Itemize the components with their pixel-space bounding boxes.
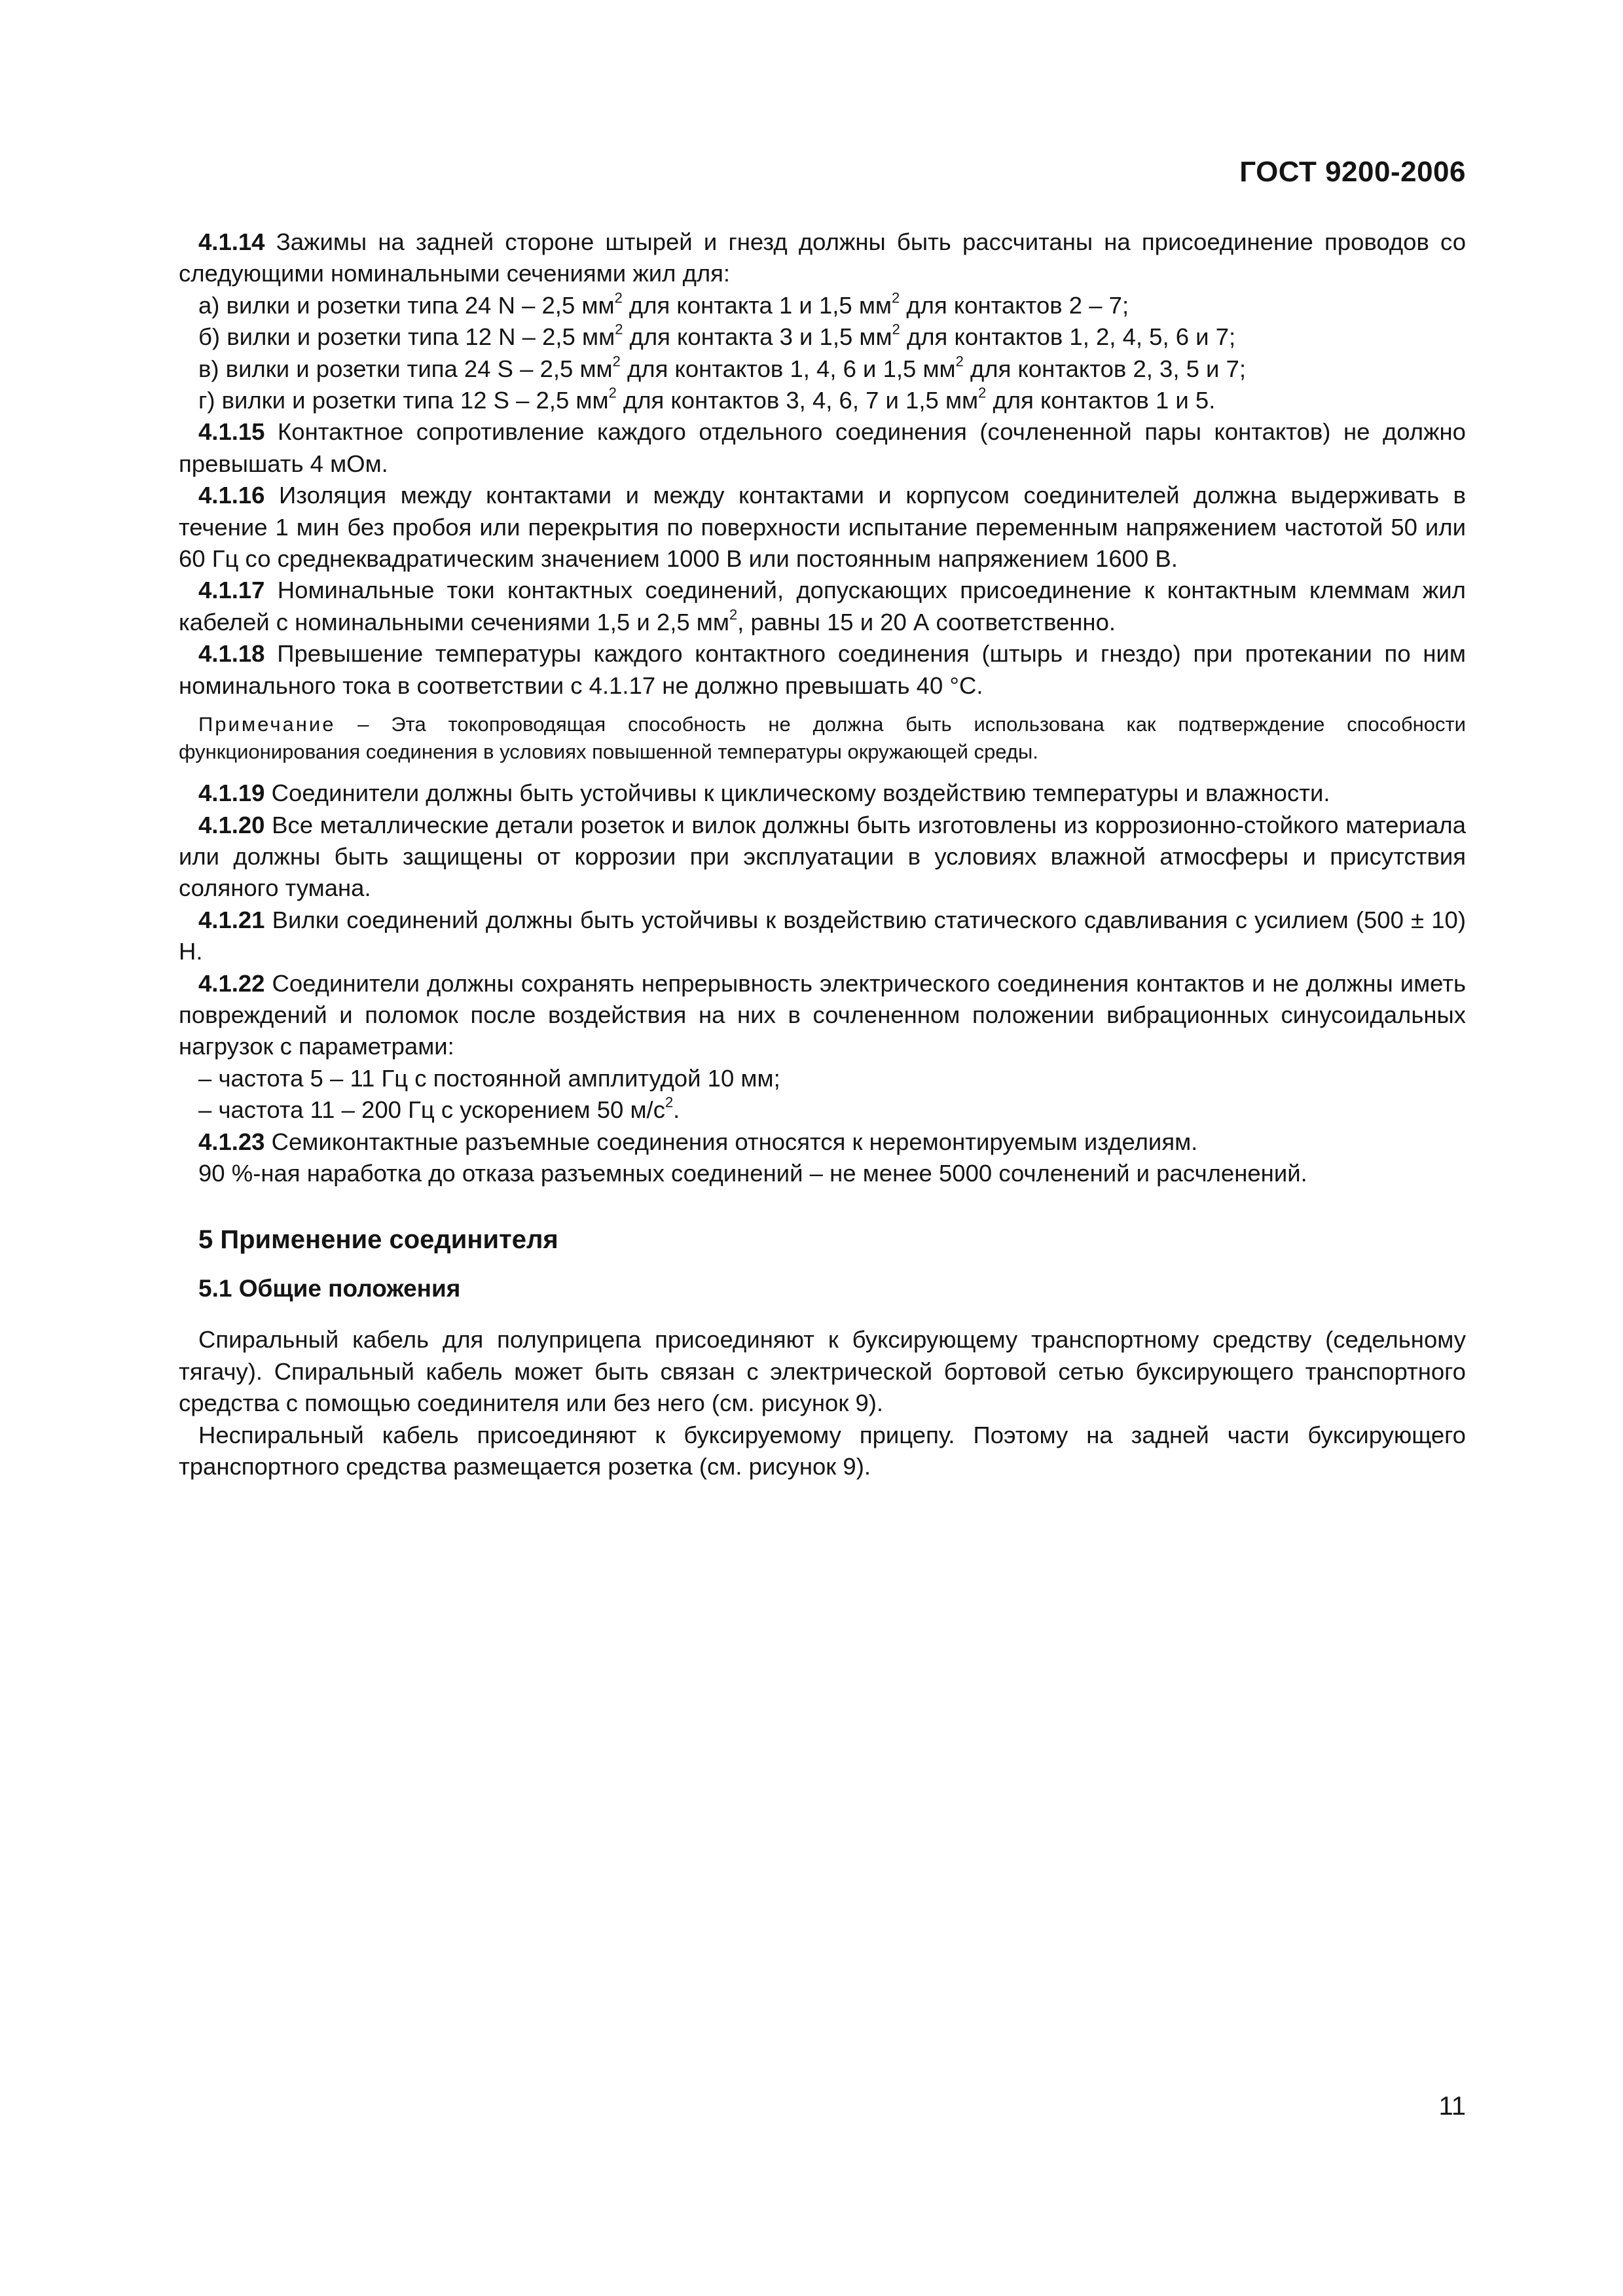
clause-number: 4.1.17	[198, 577, 265, 604]
note-label: Примечание	[198, 713, 336, 736]
section-paragraph-2: Неспиральный кабель присоединяют к буксируемому прицепу. Поэтому на задней части буксирующего транспортного средства размещается розетка (см. рисунок 9).	[179, 1421, 1466, 1480]
clause-number: 4.1.20	[198, 811, 265, 838]
clause-number: 4.1.23	[198, 1128, 265, 1155]
clause-4-1-18	[179, 638, 1466, 702]
clause-number: 4.1.18	[198, 640, 265, 668]
clause-4-1-14	[179, 226, 1466, 290]
dash-item-2: – частота 11 – 200 Гц с ускорением 50 $м/с^2$.	[198, 1094, 680, 1124]
note	[179, 711, 1466, 766]
subsection-heading: 5.1 Общие положения	[198, 1275, 461, 1302]
clause-text: Контактное сопротивление каждого отдельного соединения (сочлененной пары контактов) не должно превышать 4 мОм.	[179, 418, 1466, 477]
page-number: 11	[1438, 2092, 1466, 2121]
clause-number: 4.1.21	[198, 906, 265, 933]
clause-text: Все металлические детали розеток и вилок должны быть изготовлены из коррозионно-стойкого материала или должны быть защищены от коррозии при эксплуатации в условиях влажной атмосферы и присутствия соляного тумана.	[179, 811, 1466, 902]
clause-number: 4.1.15	[198, 418, 265, 446]
clause-number: 4.1.14	[198, 228, 265, 255]
note-text: – Эта токопроводящая способность не должна быть использована как подтверждение способности функционирования соединения в условиях повышенной температуры окружающей среды.	[179, 713, 1466, 764]
clause-number: 4.1.16	[198, 482, 265, 509]
list-item-c: в) вилки и розетки типа 24 S – 2,5 $мм^2$ для контактов 1, 4, 6 и 1,5 $мм^2$ для контактов 2, 3, 5 и 7;	[198, 353, 1247, 382]
clause-4-1-16	[179, 480, 1466, 575]
clause-4-1-23-extra: 90 %-ная наработка до отказа разъемных соединений – не менее 5000 сочленений и расчленений.	[198, 1159, 1307, 1187]
clause-4-1-21	[179, 905, 1466, 968]
clause-text: Семиконтактные разъемные соединения относятся к неремонтируемым изделиям.	[271, 1128, 1198, 1155]
clause-text: Соединители должны сохранять непрерывность электрического соединения контактов и не должны иметь повреждений и поломок после воздействия на них в сочлененном положении вибрационных синусоидальных нагрузок с параметрами:	[179, 969, 1466, 1060]
list-item-d: г) вилки и розетки типа 12 S – 2,5 $мм^2$ для контактов 3, 4, 6, 7 и 1,5 $мм^2$ для контактов 1 и 5.	[198, 384, 1216, 414]
clause-4-1-15	[179, 416, 1466, 480]
clause-4-1-19	[179, 778, 1466, 809]
dash-item-1: – частота 5 – 11 Гц с постоянной амплитудой 10 мм;	[198, 1064, 780, 1092]
clause-number: 4.1.19	[198, 780, 265, 807]
clause-4-1-20	[179, 810, 1466, 905]
document-code: ГОСТ 9200-2006	[1239, 156, 1466, 188]
clause-4-1-23	[179, 1126, 1466, 1158]
clause-text: Превышение температуры каждого контактного соединения (штырь и гнездо) при протекании по ним номинального тока в соответствии с 4.1.17 не должно превышать 40 °С.	[179, 640, 1466, 699]
section-paragraph-1: Спиральный кабель для полуприцепа присоединяют к буксирующему транспортному средству (седельному тягачу). Спиральный кабель может быть связан с электрической бортовой сетью буксирующего транспортного средства с помощью соединителя или без него (см. рисунок 9).	[179, 1326, 1466, 1417]
clause-text: Зажимы на задней стороне штырей и гнезд должны быть рассчитаны на присоединение проводов со следующими номинальными сечениями жил для:	[179, 228, 1466, 287]
clause-text: Соединители должны быть устойчивы к циклическому воздействию температуры и влажности.	[271, 780, 1330, 807]
clause-text: Изоляция между контактами и между контактами и корпусом соединителей должна выдерживать в течение 1 мин без пробоя или перекрытия по поверхности испытание переменным напряжением частотой 50 или 60 Гц со среднеквадратическим значением 1000 В или постоянным напряжением 1600 В.	[179, 482, 1466, 573]
clause-4-1-17: 4.1.17 Номинальные токи контактных соединений, допускающих присоединение к контактным клеммам жил кабелей с номинальными сечениями 1,5 и 2,5 $мм^2$, равны 15 и 20 А соответственно.	[179, 577, 1466, 636]
section-heading: 5 Применение соединителя	[198, 1225, 558, 1255]
document-body	[179, 226, 1466, 1482]
clause-4-1-22	[179, 968, 1466, 1063]
clause-text: Вилки соединений должны быть устойчивы к воздействию статического сдавливания с усилием (500 ± 10) Н.	[179, 906, 1466, 965]
list-item-a: а) вилки и розетки типа 24 N – 2,5 $мм^2$ для контакта 1 и 1,5 $мм^2$ для контактов 2 – 7;	[198, 289, 1129, 319]
clause-number: 4.1.22	[198, 969, 265, 997]
list-item-b: б) вилки и розетки типа 12 N – 2,5 $мм^2$ для контакта 3 и 1,5 $мм^2$ для контактов 1, 2, 4, 5, 6 и 7;	[198, 321, 1236, 351]
